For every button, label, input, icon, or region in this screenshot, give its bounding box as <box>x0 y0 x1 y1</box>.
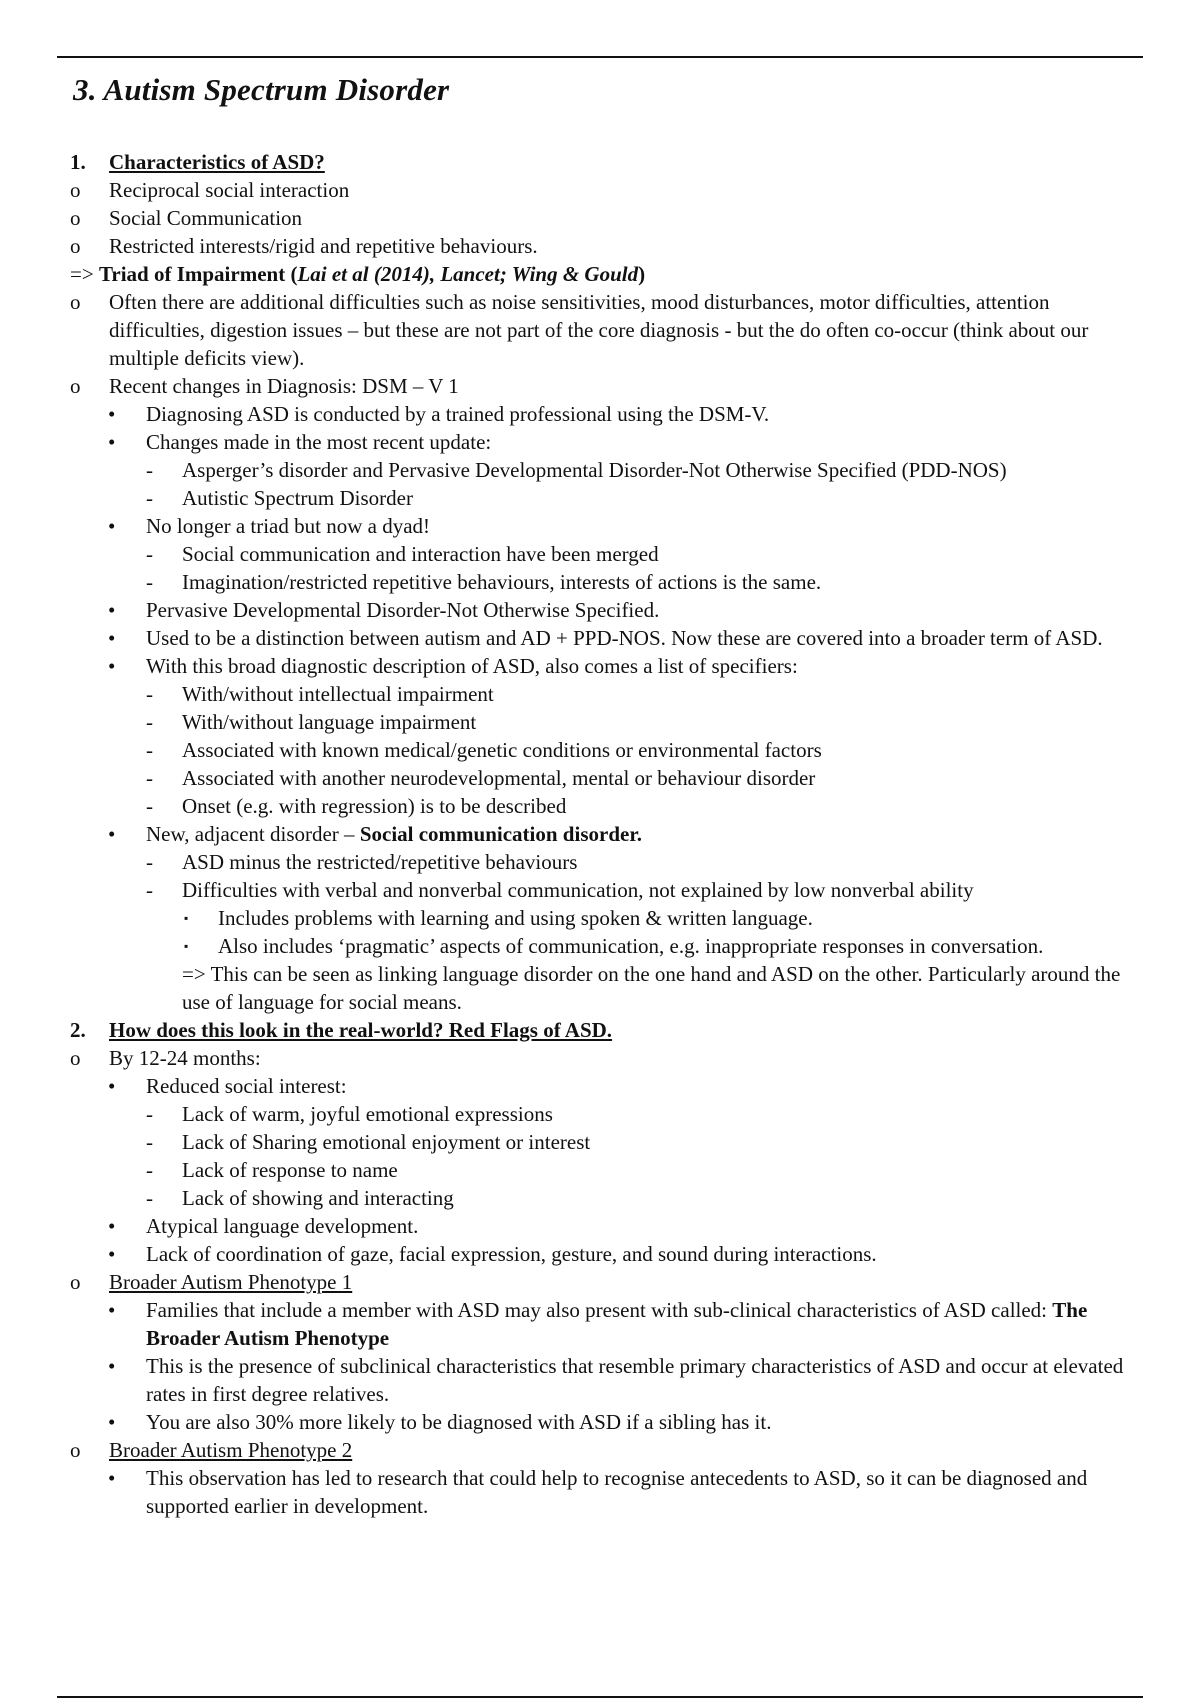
bullet-icon: • <box>108 1354 116 1378</box>
item-text: Used to be a distinction between autism and AD + PPD-NOS. Now these are covered into a broader term of ASD. <box>146 626 1103 650</box>
arrow-note <box>70 960 1130 1016</box>
dash-icon: - <box>146 794 153 818</box>
item-text: Lack of response to name <box>182 1158 398 1182</box>
circle-bullet-icon: o <box>70 374 81 398</box>
item-text: Social communication and interaction have been merged <box>182 542 659 566</box>
section-heading-text: How does this look in the real-world? Red Flags of ASD. <box>109 1018 613 1042</box>
list-item <box>70 1436 1130 1464</box>
list-item <box>70 1268 1130 1296</box>
list-item <box>70 1156 1130 1184</box>
item-text: Autistic Spectrum Disorder <box>182 486 413 510</box>
item-text <box>146 820 1130 848</box>
dash-icon: - <box>146 766 153 790</box>
triad-label: Triad of Impairment ( <box>98 262 298 286</box>
dash-icon: - <box>146 1102 153 1126</box>
bullet-icon: • <box>108 1410 116 1434</box>
bullet-icon: • <box>108 430 116 454</box>
top-rule <box>57 56 1143 58</box>
document-body <box>70 148 1130 1520</box>
item-text: Social Communication <box>109 206 303 230</box>
list-item <box>70 400 1130 428</box>
list-item <box>70 932 1130 960</box>
list-item <box>70 484 1130 512</box>
number-marker: 2. <box>70 1018 86 1042</box>
item-text: Pervasive Developmental Disorder-Not Otherwise Specified. <box>146 598 660 622</box>
list-item <box>70 372 1130 400</box>
item-text: Restricted interests/rigid and repetitive behaviours. <box>109 234 538 258</box>
bullet-icon: • <box>108 1466 116 1490</box>
dash-icon: - <box>146 1158 153 1182</box>
item-text: Reciprocal social interaction <box>109 178 350 202</box>
bullet-icon: • <box>108 402 116 426</box>
list-item <box>70 1352 1130 1408</box>
dash-icon: - <box>146 878 153 902</box>
item-text: ASD minus the restricted/repetitive behaviours <box>182 850 578 874</box>
list-item <box>70 736 1130 764</box>
item-text: This is the presence of subclinical characteristics that resemble primary characteristics of ASD and occur at elevated rates in first degree relatives. <box>146 1354 1124 1406</box>
item-text: Lack of Sharing emotional enjoyment or interest <box>182 1130 591 1154</box>
item-text: You are also 30% more likely to be diagnosed with ASD if a sibling has it. <box>146 1410 772 1434</box>
item-text: Often there are additional difficulties such as noise sensitivities, mood disturbances, motor difficulties, attention difficulties, digestion issues – but these are not part of the core diagnosis - but the do often co-occur (think about our multiple deficits view). <box>109 290 1089 370</box>
list-item <box>70 568 1130 596</box>
bullet-icon: • <box>108 654 116 678</box>
item-text: Includes problems with learning and using spoken & written language. <box>218 906 813 930</box>
item-text: Changes made in the most recent update: <box>146 430 492 454</box>
item-text: With/without language impairment <box>182 710 477 734</box>
list-item <box>70 1100 1130 1128</box>
triad-citation: Lai et al (2014), Lancet; Wing & Gould <box>297 262 639 286</box>
item-text: Recent changes in Diagnosis: DSM – V 1 <box>109 374 459 398</box>
section-heading-text: Characteristics of ASD? <box>109 150 325 174</box>
list-item <box>70 596 1130 624</box>
item-text: Asperger’s disorder and Pervasive Developmental Disorder-Not Otherwise Specified (PDD-NOS) <box>182 458 1007 482</box>
number-marker: 1. <box>70 150 86 174</box>
list-item <box>70 540 1130 568</box>
list-item <box>70 232 1130 260</box>
item-text: This observation has led to research that could help to recognise antecedents to ASD, so it can be diagnosed and supported earlier in development. <box>146 1466 1088 1518</box>
square-bullet-icon: ▪ <box>184 911 189 925</box>
list-item <box>70 680 1130 708</box>
list-item <box>70 456 1130 484</box>
item-text: Lack of warm, joyful emotional expressions <box>182 1102 553 1126</box>
item-text-bold: The Broader Autism Phenotype <box>146 1298 1088 1350</box>
item-text: Difficulties with verbal and nonverbal communication, not explained by low nonverbal ability <box>182 878 974 902</box>
list-item <box>70 1184 1130 1212</box>
list-item <box>70 820 1130 848</box>
list-item <box>70 1212 1130 1240</box>
circle-bullet-icon: o <box>70 1438 81 1462</box>
circle-bullet-icon: o <box>70 234 81 258</box>
item-text: Lack of coordination of gaze, facial expression, gesture, and sound during interactions. <box>146 1242 877 1266</box>
circle-bullet-icon: o <box>70 206 81 230</box>
triad-line <box>70 260 1130 288</box>
list-item <box>70 652 1130 680</box>
bullet-icon: • <box>108 1074 116 1098</box>
item-text: With/without intellectual impairment <box>182 682 494 706</box>
item-text: Imagination/restricted repetitive behaviours, interests of actions is the same. <box>182 570 822 594</box>
triad-close: ) <box>638 262 646 286</box>
item-text-bold: Social communication disorder. <box>359 822 642 846</box>
list-item <box>70 1240 1130 1268</box>
item-text: Broader Autism Phenotype 1 <box>109 1270 353 1294</box>
list-item <box>70 428 1130 456</box>
item-text: Atypical language development. <box>146 1214 419 1238</box>
item-text: Onset (e.g. with regression) is to be described <box>182 794 567 818</box>
item-text: With this broad diagnostic description of ASD, also comes a list of specifiers: <box>146 654 798 678</box>
circle-bullet-icon: o <box>70 178 81 202</box>
circle-bullet-icon: o <box>70 290 81 314</box>
arrow-icon: => <box>70 262 94 286</box>
item-text: No longer a triad but now a dyad! <box>146 514 431 538</box>
item-text <box>146 1296 1130 1352</box>
list-item <box>70 1128 1130 1156</box>
dash-icon: - <box>146 458 153 482</box>
section-2-heading <box>70 1016 1130 1044</box>
square-bullet-icon: ▪ <box>184 939 189 953</box>
section-1-heading <box>70 148 1130 176</box>
list-item <box>70 1044 1130 1072</box>
circle-bullet-icon: o <box>70 1270 81 1294</box>
bullet-icon: • <box>108 1298 116 1322</box>
bullet-icon: • <box>108 598 116 622</box>
item-text: Reduced social interest: <box>146 1074 347 1098</box>
dash-icon: - <box>146 570 153 594</box>
dash-icon: - <box>146 710 153 734</box>
item-text: Associated with known medical/genetic conditions or environmental factors <box>182 738 822 762</box>
list-item <box>70 904 1130 932</box>
list-item <box>70 624 1130 652</box>
dash-icon: - <box>146 738 153 762</box>
bullet-icon: • <box>108 626 116 650</box>
bullet-icon: • <box>108 822 116 846</box>
list-item <box>70 176 1130 204</box>
dash-icon: - <box>146 1186 153 1210</box>
list-item <box>70 1464 1130 1520</box>
item-text: Lack of showing and interacting <box>182 1186 454 1210</box>
dash-icon: - <box>146 542 153 566</box>
bottom-rule <box>57 1696 1143 1698</box>
bullet-icon: • <box>108 514 116 538</box>
item-text: Broader Autism Phenotype 2 <box>109 1438 353 1462</box>
list-item <box>70 876 1130 904</box>
list-item <box>70 512 1130 540</box>
list-item <box>70 288 1130 372</box>
item-text: By 12-24 months: <box>109 1046 261 1070</box>
dash-icon: - <box>146 850 153 874</box>
item-text-prefix: New, adjacent disorder – <box>146 822 360 846</box>
bullet-icon: • <box>108 1214 116 1238</box>
page-title: 3. Autism Spectrum Disorder <box>73 72 450 107</box>
dash-icon: - <box>146 486 153 510</box>
list-item <box>70 708 1130 736</box>
list-item <box>70 204 1130 232</box>
list-item <box>70 792 1130 820</box>
item-text: Associated with another neurodevelopmental, mental or behaviour disorder <box>182 766 816 790</box>
list-item <box>70 1408 1130 1436</box>
item-text: Diagnosing ASD is conducted by a trained professional using the DSM-V. <box>146 402 770 426</box>
item-text: Also includes ‘pragmatic’ aspects of communication, e.g. inappropriate responses in conversation. <box>218 934 1044 958</box>
list-item <box>70 848 1130 876</box>
arrow-icon: => <box>182 962 206 986</box>
dash-icon: - <box>146 682 153 706</box>
list-item <box>70 1296 1130 1352</box>
item-text-prefix: Families that include a member with ASD may also present with sub-clinical characteristics of ASD called: <box>146 1298 1053 1322</box>
circle-bullet-icon: o <box>70 1046 81 1070</box>
item-text: This can be seen as linking language disorder on the one hand and ASD on the other. Particularly around the use of language for social means. <box>182 962 1121 1014</box>
list-item <box>70 1072 1130 1100</box>
dash-icon: - <box>146 1130 153 1154</box>
list-item <box>70 764 1130 792</box>
bullet-icon: • <box>108 1242 116 1266</box>
